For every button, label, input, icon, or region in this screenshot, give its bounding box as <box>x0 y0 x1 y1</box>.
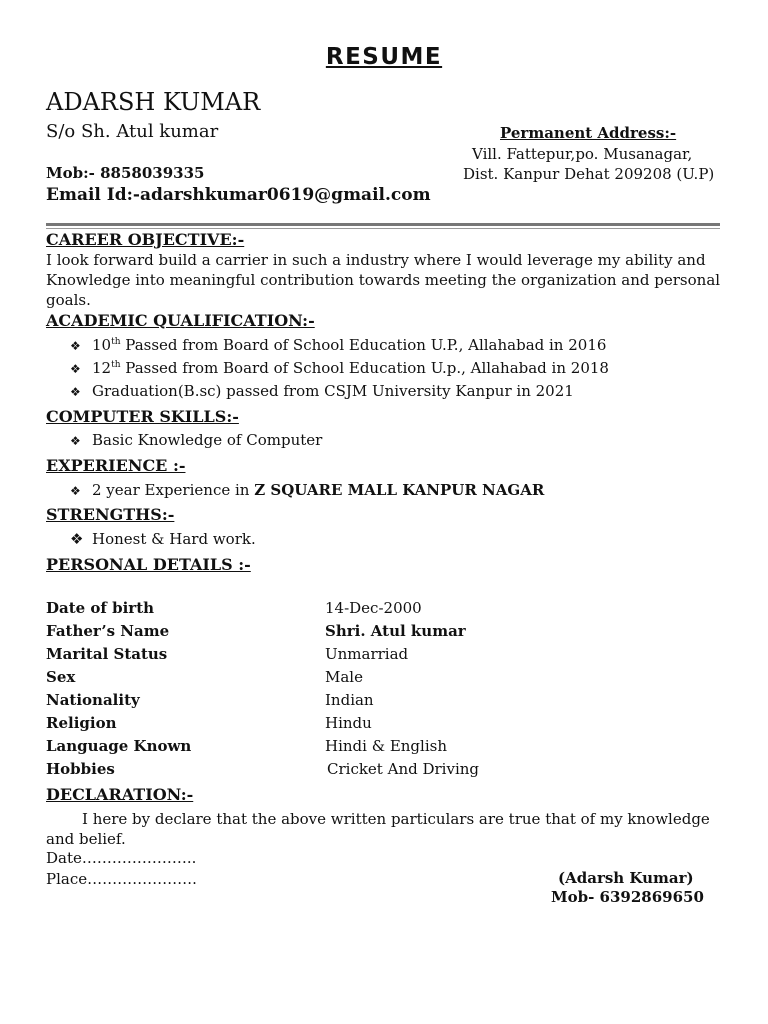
academic-item: ❖ Graduation(B.sc) passed from CSJM University Kanpur in 2021 <box>70 382 574 400</box>
mobile-number: Mob:- 8858039335 <box>46 164 205 182</box>
detail-value: Shri. Atul kumar <box>325 622 466 640</box>
career-objective-heading: CAREER OBJECTIVE:- <box>46 230 245 249</box>
declaration-heading: DECLARATION:- <box>46 785 194 804</box>
candidate-name: ADARSH KUMAR <box>46 88 261 116</box>
address-line-1: Vill. Fattepur,po. Musanagar, <box>472 145 693 163</box>
address-heading: Permanent Address:- <box>500 124 677 142</box>
detail-value: Cricket And Driving <box>327 760 479 778</box>
detail-label: Language Known <box>46 737 192 755</box>
detail-value: Unmarriad <box>325 645 409 663</box>
declaration-text: I here by declare that the above written particulars are true that of my knowledge and belief. <box>46 810 710 848</box>
detail-label: Nationality <box>46 691 140 709</box>
strengths-heading: STRENGTHS:- <box>46 505 175 524</box>
detail-value: Hindi & English <box>325 737 447 755</box>
detail-value: Male <box>325 668 363 686</box>
diamond-bullet-icon: ❖ <box>70 484 81 498</box>
signature-mobile: Mob- 6392869650 <box>551 888 704 906</box>
declaration-date: Date………………….. <box>46 849 197 867</box>
declaration-place: Place…………………. <box>46 870 197 888</box>
career-objective-text: I look forward build a carrier in such a industry where I would leverage my ability and Knowledge into meaningful contribution towards meeting the organization and personal goals. <box>46 251 721 309</box>
header-divider <box>46 223 720 226</box>
email-address: Email Id:-adarshkumar0619@gmail.com <box>46 185 431 205</box>
computer-skills-heading: COMPUTER SKILLS:- <box>46 407 239 426</box>
detail-label: Sex <box>46 668 76 686</box>
diamond-bullet-icon: ❖ <box>70 385 81 399</box>
parent-name: S/o Sh. Atul kumar <box>46 121 219 142</box>
academic-heading: ACADEMIC QUALIFICATION:- <box>46 311 315 330</box>
detail-label: Father’s Name <box>46 622 170 640</box>
strength-item: ❖ Honest & Hard work. <box>70 530 256 548</box>
detail-label: Religion <box>46 714 117 732</box>
detail-label: Date of birth <box>46 599 155 617</box>
header-divider-thin <box>46 228 720 229</box>
detail-label: Hobbies <box>46 760 115 778</box>
diamond-bullet-icon: ❖ <box>70 530 84 548</box>
experience-heading: EXPERIENCE :- <box>46 456 186 475</box>
address-line-2: Dist. Kanpur Dehat 209208 (U.P) <box>463 165 715 183</box>
computer-skill-item: ❖ Basic Knowledge of Computer <box>70 431 323 449</box>
experience-place: Z SQUARE MALL KANPUR NAGAR <box>254 481 545 499</box>
academic-item: ❖ 12th Passed from Board of School Education U.p., Allahabad in 2018 <box>70 359 609 377</box>
personal-details-heading: PERSONAL DETAILS :- <box>46 555 251 574</box>
detail-value: Hindu <box>325 714 372 732</box>
academic-item: ❖ 10th Passed from Board of School Education U.P., Allahabad in 2016 <box>70 336 607 354</box>
detail-value: 14-Dec-2000 <box>325 599 422 617</box>
experience-item: ❖ 2 year Experience in Z SQUARE MALL KANPUR NAGAR <box>70 481 545 499</box>
detail-value: Indian <box>325 691 374 709</box>
diamond-bullet-icon: ❖ <box>70 339 81 353</box>
resume-title: RESUME <box>325 44 443 70</box>
diamond-bullet-icon: ❖ <box>70 362 81 376</box>
detail-label: Marital Status <box>46 645 168 663</box>
signature-name: (Adarsh Kumar) <box>558 869 694 887</box>
diamond-bullet-icon: ❖ <box>70 434 81 448</box>
